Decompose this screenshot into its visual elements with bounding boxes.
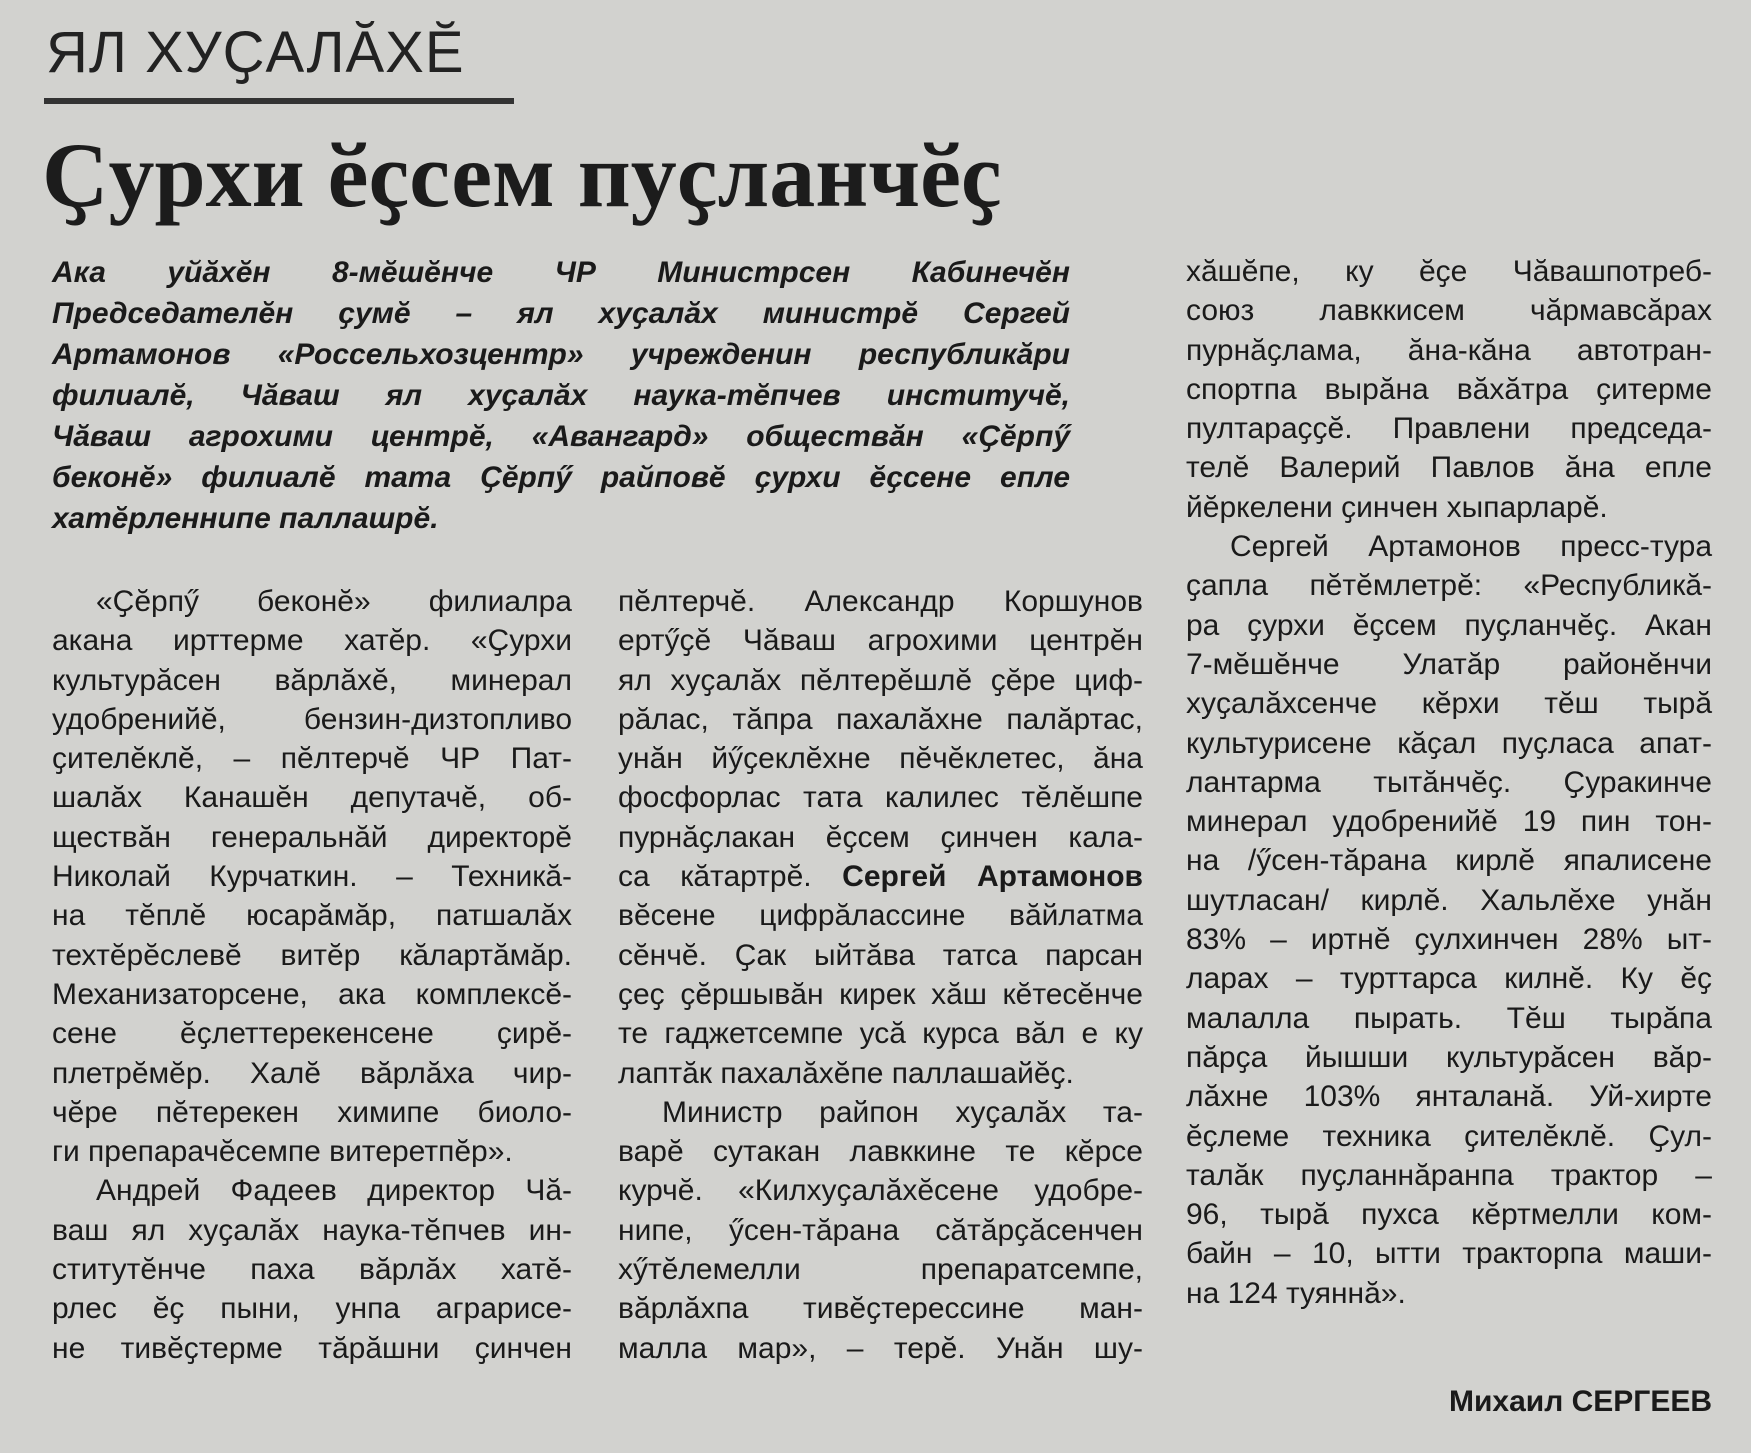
text-line: Николай Курчаткин. – Техникӑ- [52,860,572,894]
text-line: на тӗплӗ юсарӑмӑр, патшалӑх [52,899,572,933]
article-byline: Михаил СЕРГЕЕВ [1448,1385,1712,1418]
text-line: сене ӗҫлеттерекенсене ҫирӗ- [52,1017,572,1051]
text-line: фосфорлас тата калилес тӗлӗшпе [618,781,1143,815]
article-lead [52,252,1070,539]
text-line: «Ҫӗрпӳ беконӗ» филиалра [96,585,572,618]
text-line: минерал удобренийӗ 19 пин тон- [1186,805,1712,839]
text-line: спортпа вырӑна вӑхӑтра ҫитерме [1186,372,1712,406]
text-line: нипе, ӳсен-тӑрана сӑтӑрҫӑсенчен [618,1213,1143,1247]
text-line: ститутӗнче паха вӑрлӑх хатӗ- [52,1253,572,1287]
text-line: 96, тырӑ пухса кӗртмелли ком- [1186,1198,1712,1232]
text-line: ҫапла пӗтӗмлетрӗ: «Республикӑ- [1186,569,1712,603]
text-line: ертӳҫӗ Чӑваш агрохими центрӗн [618,624,1143,658]
text-line: рӑлас, тӑпра пахалӑхне палӑртас, [618,702,1143,736]
lead-line: Председателӗн ҫумӗ – ял хуҫалӑх министрӗ Сергей [52,297,1070,330]
text-line: ваш ял хуҫалӑх наука-тӗпчев ин- [52,1213,572,1247]
text-line: вӑрлӑхпа тивӗҫтерессине ман- [618,1292,1143,1326]
text-line: ра ҫурхи ӗҫсем пуҫланчӗҫ. Акан [1186,608,1712,642]
article-column-1 [52,582,572,1368]
bold-person-name: Сергей Артамонов [842,860,1143,894]
text-line: пурнӑҫлакан ӗҫсем ҫинчен кала- [618,820,1143,854]
lead-line: Чӑваш агрохими центрӗ, «Авангард» обществӑн «Ҫӗрпӳ [52,420,1070,453]
lead-line: Ака уйӑхӗн 8-мӗшӗнче ЧР Министрсен Кабинечӗн [52,256,1070,289]
text-line: Министр райпон хуҫалӑх та- [662,1095,1143,1129]
text-line: хӳтӗлемелли препаратсемпе, [618,1253,1143,1287]
text-line: 7-мӗшӗнче Улатӑр районӗнчи [1186,647,1712,681]
text-line: удобренийӗ, бензин-дизтопливо [52,702,572,736]
text-line: хуҫалӑхсенче кӗрхи тӗш тырӑ [1186,687,1712,721]
text-line: йӗркелени ҫинчен хыпарларӗ. [1186,490,1608,524]
text-line: 83% – иртнӗ ҫулхинчен 28% ыт- [1186,923,1712,957]
text-line: лаптӑк пахалӑхӗпе паллашайӗҫ. [618,1056,1074,1090]
lead-line: хатӗрленнипе паллашрӗ. [52,502,439,535]
text-line: унӑн йӳҫеклӗхне пӗчӗклетес, ӑна [618,742,1143,776]
text-line-with-name [618,857,1143,896]
text-line: ги препарачӗсемпе витеретпӗр». [52,1135,513,1169]
text-line: малалла пырать. Тӗш тырӑпа [1186,1001,1712,1035]
text-line: ӗҫлеме техника ҫителӗклӗ. Ҫул- [1186,1119,1712,1153]
text-line: вӗсене цифрӑлассине вӑйлатма [618,899,1143,933]
text-line: байн – 10, ытти тракторпа маши- [1186,1237,1712,1271]
text-line: ял хуҫалӑх пӗлтерӗшлӗ ҫӗре циф- [618,663,1143,697]
text-line: телӗ Валерий Павлов ӑна епле [1186,451,1712,485]
text-line: сӗнчӗ. Ҫак ыйтӑва татса парсан [618,938,1143,972]
text-line: на /ӳсен-тӑрана кирлӗ япалисене [1186,844,1712,878]
text-line: те гаджетсемпе усӑ курса вӑл е ку [618,1017,1143,1051]
text-line: пурнӑҫлама, ӑна-кӑна автотран- [1186,333,1712,367]
text-line: техтӗрӗслевӗ витӗр кӑлартӑмӑр. [52,938,572,972]
text-line: Механизаторсене, ака комплексӗ- [52,977,572,1011]
lead-line: беконӗ» филиалӗ тата Ҫӗрпӳ райповӗ ҫурхи ӗҫсене епле [52,461,1070,494]
text-line: лӑхне 103% янталанӑ. Уй-хирте [1186,1080,1712,1114]
text-line: варӗ сутакан лавккине те кӗрсе [618,1135,1143,1169]
text-line: чӗре пӗтерекен химипе биоло- [52,1095,572,1129]
section-rubric: ЯЛ ХУҪАЛӐХӖ [46,20,465,85]
text-line: акана ирттерме хатӗр. «Ҫурхи [52,624,572,658]
text-fragment: са кӑтартрӗ. [618,860,812,894]
article-headline: Ҫурхи ӗҫсем пуҫланчӗҫ [42,124,1002,226]
text-line: союз лавккисем чӑрмавсӑрах [1186,294,1712,328]
text-line: ларах – турттарса килнӗ. Ку ӗҫ [1186,962,1712,996]
text-line: малла мар», – терӗ. Унӑн шу- [618,1331,1143,1365]
text-line: талӑк пуҫланнӑранпа трактор – [1186,1158,1712,1192]
text-line: Сергей Артамонов пресс-тура [1230,530,1712,564]
text-line: на 124 туяннӑ». [1186,1276,1406,1310]
text-line: ҫеҫ ҫӗршывӑн кирек хӑш кӗтесӗнче [618,977,1143,1011]
lead-line: Артамонов «Россельхозцентр» учрежденин республикӑри [52,338,1070,371]
text-line: пултараҫҫӗ. Правлени председа- [1186,412,1712,446]
text-line: шалӑх Канашӗн депутачӗ, об- [52,781,572,815]
text-line: не тивӗҫтерме тӑрӑшни ҫинчен [52,1331,572,1365]
text-line: культурӑсен вӑрлӑхӗ, минерал [52,663,572,697]
text-line: хӑшӗпе, ку ӗҫе Чӑвашпотреб- [1186,255,1712,288]
text-line: пӗлтерчӗ. Александр Коршунов [618,585,1143,618]
rubric-underline [44,98,514,104]
text-line: ҫителӗклӗ, – пӗлтерчӗ ЧР Пат- [52,742,572,776]
text-line: лантарма тытӑнчӗҫ. Ҫуракинче [1186,765,1712,799]
article-column-3 [1186,252,1712,1313]
text-line: культурисене кӑҫал пуҫласа апат- [1186,726,1712,760]
text-line: курчӗ. «Килхуҫалӑхӗсене удобре- [618,1174,1143,1208]
article-column-2 [618,582,1143,1368]
text-line: плетрӗмӗр. Халӗ вӑрлӑха чир- [52,1056,572,1090]
text-line: ществӑн генеральнӑй директорӗ [52,820,572,854]
lead-line: филиалӗ, Чӑваш ял хуҫалӑх наука-тӗпчев институчӗ, [52,379,1070,412]
text-line: шутласан/ кирлӗ. Хальлӗхе унӑн [1186,883,1712,917]
text-line: Андрей Фадеев директор Чӑ- [96,1174,572,1208]
text-line: пӑрҫа йышши культурӑсен вӑр- [1186,1040,1712,1074]
text-line: рлес ӗҫ пыни, унпа аграрисе- [52,1292,572,1326]
